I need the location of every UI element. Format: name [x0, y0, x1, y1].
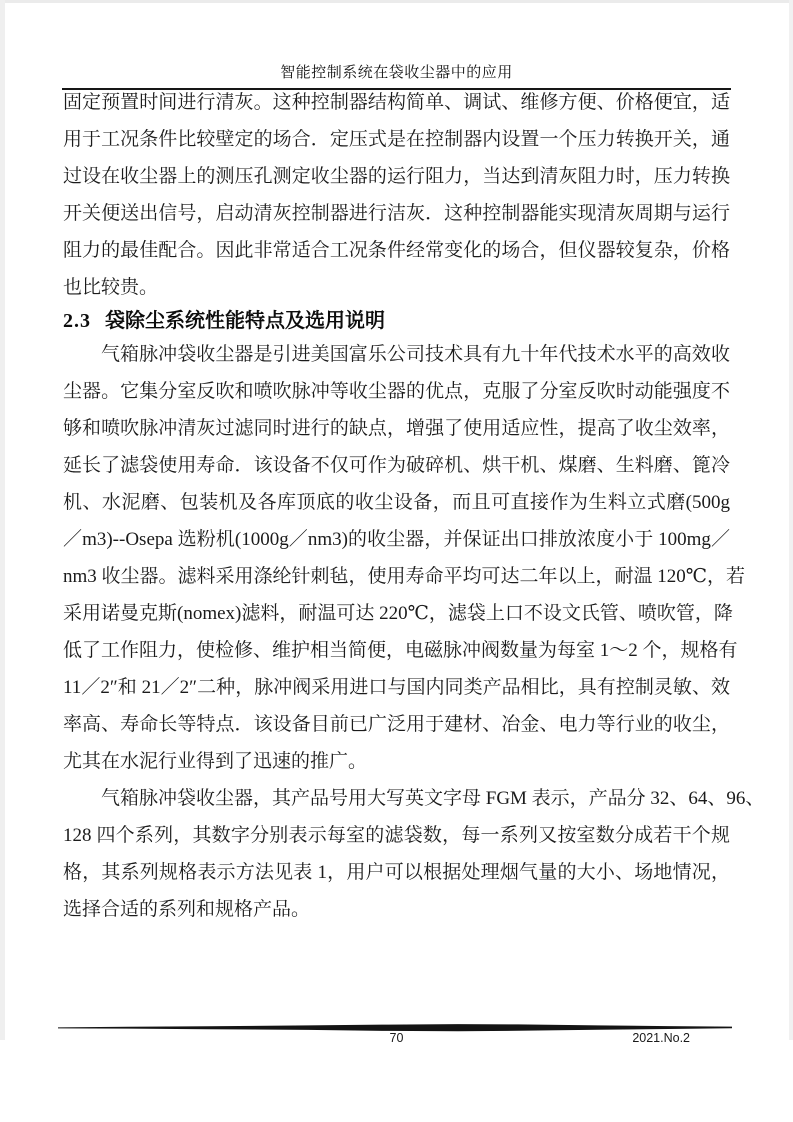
body-line: 固定预置时间进行清灰。这种控制器结构简单、调试、维修方便、价格便宜，适: [63, 92, 730, 113]
scan-edge-right: [789, 0, 793, 1040]
section-heading: [63, 306, 730, 336]
footer-issue-label: 2021.No.2: [632, 1031, 690, 1045]
body-line: 开关便送出信号，启动清灰控制器进行洁灰．这种控制器能实现清灰周期与运行: [63, 203, 730, 224]
body-line: 够和喷吹脉冲清灰过滤同时进行的缺点，增强了使用适应性，提高了收尘效率，: [63, 418, 730, 439]
body-line: 过设在收尘器上的测压孔测定收尘器的运行阻力，当达到清灰阻力时，压力转换: [63, 166, 730, 187]
section-number: 2.3: [63, 310, 91, 332]
body-line: 11／2″和 21／2″二种，脉冲阀采用进口与国内同类产品相比，具有控制灵敏、效: [63, 677, 730, 698]
body-line: nm3 收尘器。滤料采用涤纶针刺毡，使用寿命平均可达二年以上，耐温 120℃，若: [63, 566, 746, 587]
body-line: 选择合适的系列和规格产品。: [63, 899, 311, 920]
body-line: 128 四个系列，其数字分别表示每室的滤袋数，每一系列又按室数分成若干个规: [63, 825, 730, 846]
body-line: 延长了滤袋使用寿命．该设备不仅可作为破碎机、烘干机、煤磨、生料磨、篦冷: [63, 455, 730, 476]
body-line: 阻力的最佳配合。因此非常适合工况条件经常变化的场合，但仪器较复杂，价格: [63, 240, 730, 261]
footer-rule: [58, 1020, 732, 1030]
body-line: 用于工况条件比较壁定的场合．定压式是在控制器内设置一个压力转换开关，通: [63, 129, 730, 150]
footer-page-number: 70: [389, 1031, 404, 1045]
scan-edge-top: [0, 0, 793, 3]
body-line: 采用诺曼克斯(nomex)滤料，耐温可达 220℃，滤袋上口不设文氏管、喷吹管，降: [63, 603, 733, 624]
body-line: 气箱脉冲袋收尘器，其产品号用大写英文字母 FGM 表示，产品分 32、64、96、: [101, 788, 765, 809]
page-body: [63, 84, 765, 928]
body-line: 尤其在水泥行业得到了迅速的推广。: [63, 751, 368, 772]
body-line: 尘器。它集分室反吹和喷吹脉冲等收尘器的优点，克服了分室反吹时动能强度不: [63, 381, 730, 402]
body-line: 也比较贵。: [63, 277, 159, 298]
body-line: 气箱脉冲袋收尘器是引进美国富乐公司技术具有九十年代技术水平的高效收: [101, 344, 730, 365]
body-line: 率高、寿命长等特点．该设备目前已广泛用于建材、冶金、电力等行业的收尘，: [63, 714, 730, 735]
body-line: 机、水泥磨、包装机及各库顶底的收尘设备，而且可直接作为生料立式磨(500g: [63, 492, 730, 513]
section-title: 袋除尘系统性能特点及选用说明: [105, 310, 385, 332]
body-line: 低了工作阻力，使检修、维护相当简便，电磁脉冲阀数量为每室 1～2 个，规格有: [63, 640, 738, 661]
scan-edge-left: [0, 0, 5, 1040]
body-line: 格，其系列规格表示方法见表 1，用户可以根据处理烟气量的大小、场地情况，: [63, 862, 730, 883]
running-header-title: 智能控制系统在袋收尘器中的应用: [280, 65, 513, 81]
body-line: ／m3)--Osepa 选粉机(1000g／nm3)的收尘器，并保证出口排放浓度小于 100mg／: [63, 529, 730, 550]
